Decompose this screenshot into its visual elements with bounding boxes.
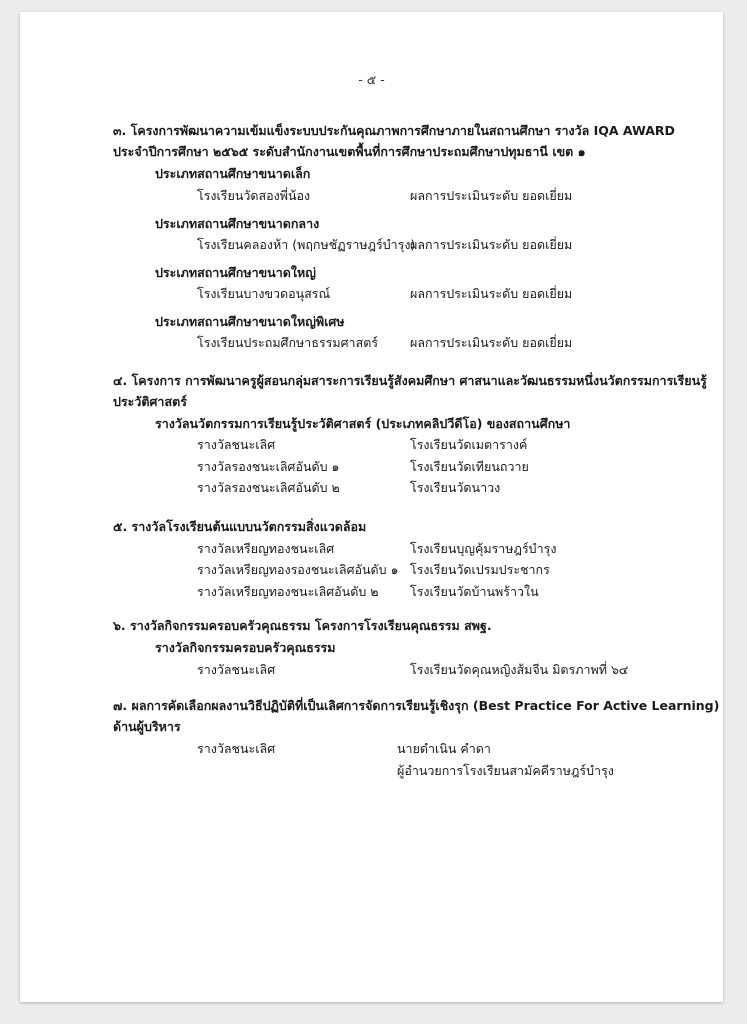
s4-award: รางวัลรองชนะเลิศอันดับ ๒ (197, 480, 340, 495)
section-5-heading: ๕. รางวัลโรงเรียนต้นแบบนวัตกรรมสิ่งแวดล้อม (113, 519, 367, 534)
section-7-heading-line2: ด้านผู้บริหาร (113, 719, 181, 734)
s7-person-position: ผู้อำนวยการโรงเรียนสามัคคีราษฎร์บำรุง (397, 763, 614, 778)
s5-award: รางวัลเหรียญทองชนะเลิศ (197, 541, 335, 556)
s6-school: โรงเรียนวัดคุณหญิงส้มจีน มิตรภาพที่ ๖๔ (410, 662, 629, 677)
s4-subtitle: รางวัลนวัตกรรมการเรียนรู้ประวัติศาสตร์ (ประเภทคลิปวีดีโอ) ของสถานศึกษา (155, 416, 571, 431)
s7-person-name: นายดำเนิน คำดา (397, 741, 491, 756)
s4-award: รางวัลรองชนะเลิศอันดับ ๑ (197, 459, 340, 474)
section-3-heading-line2: ประจำปีการศึกษา ๒๕๖๕ ระดับสำนักงานเขตพื้นที่การศึกษาประถมศึกษาปทุมธานี เขต ๑ (113, 144, 586, 159)
s5-school: โรงเรียนวัดบ้านพร้าวใน (410, 584, 539, 599)
s3-group-title: ประเภทสถานศึกษาขนาดกลาง (155, 216, 320, 231)
s3-group-title: ประเภทสถานศึกษาขนาดใหญ่ (155, 265, 316, 280)
s3-school: โรงเรียนวัดสองพี่น้อง (197, 188, 311, 203)
s4-school: โรงเรียนวัดเทียนถวาย (410, 459, 529, 474)
s6-subtitle: รางวัลกิจกรรมครอบครัวคุณธรรม (155, 640, 336, 655)
s3-school: โรงเรียนประถมศึกษาธรรมศาสตร์ (197, 335, 379, 350)
s3-result: ผลการประเมินระดับ ยอดเยี่ยม (410, 188, 573, 203)
s6-award: รางวัลชนะเลิศ (197, 662, 276, 677)
s3-result: ผลการประเมินระดับ ยอดเยี่ยม (410, 237, 573, 252)
s5-award: รางวัลเหรียญทองรองชนะเลิศอันดับ ๑ (197, 562, 399, 577)
s5-school: โรงเรียนวัดเปรมประชากร (410, 562, 550, 577)
s4-school: โรงเรียนวัดเมตารางค์ (410, 437, 528, 452)
s3-school: โรงเรียนบางขวดอนุสรณ์ (197, 286, 331, 301)
section-4-heading-line1: ๔. โครงการ การพัฒนาครูผู้สอนกลุ่มสาระการเรียนรู้สังคมศึกษา ศาสนาและวัฒนธรรมหนึ่งนวัตกรรมการเรียนรู้ (113, 373, 707, 388)
s3-group-title: ประเภทสถานศึกษาขนาดใหญ่พิเศษ (155, 314, 345, 329)
s4-school: โรงเรียนวัดนาวง (410, 480, 501, 495)
section-3-heading-line1: ๓. โครงการพัฒนาความเข้มแข็งระบบประกันคุณภาพการศึกษาภายในสถานศึกษา รางวัล IQA AWARD (113, 123, 675, 138)
s3-result: ผลการประเมินระดับ ยอดเยี่ยม (410, 335, 573, 350)
section-6-heading: ๖. รางวัลกิจกรรมครอบครัวคุณธรรม โครงการโรงเรียนคุณธรรม สพฐ. (113, 618, 492, 633)
s5-award: รางวัลเหรียญทองชนะเลิศอันดับ ๒ (197, 584, 379, 599)
s5-school: โรงเรียนบุญคุ้มราษฎร์บำรุง (410, 541, 557, 556)
page-number: - ๕ - (358, 72, 385, 87)
s7-award: รางวัลชนะเลิศ (197, 741, 276, 756)
s3-school: โรงเรียนคลองห้า (พฤกษชัฏราษฎร์บำรุง) (197, 237, 416, 252)
s3-group-title: ประเภทสถานศึกษาขนาดเล็ก (155, 166, 311, 181)
section-7-heading-line1: ๗. ผลการคัดเลือกผลงานวิธีปฏิบัติที่เป็นเลิศการจัดการเรียนรู้เชิงรุก (Best Practice For Active Learning) (113, 698, 720, 713)
s3-result: ผลการประเมินระดับ ยอดเยี่ยม (410, 286, 573, 301)
section-4-heading-line2: ประวัติศาสตร์ (113, 394, 187, 409)
document-page (20, 12, 723, 1002)
s4-award: รางวัลชนะเลิศ (197, 437, 276, 452)
